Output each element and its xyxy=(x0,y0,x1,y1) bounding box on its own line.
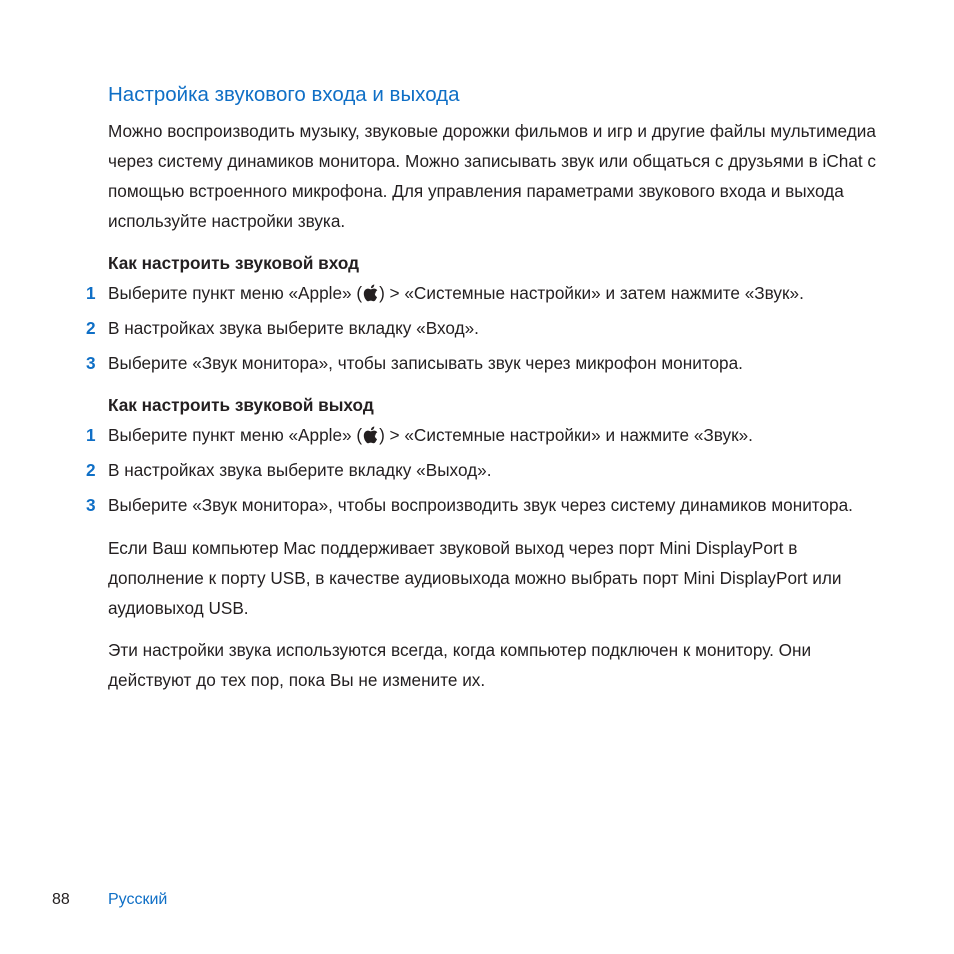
output-steps-list xyxy=(86,420,888,520)
output-procedure-heading: Как настроить звуковой выход xyxy=(108,395,374,415)
section-title: Настройка звукового входа и выхода xyxy=(108,83,460,106)
step-text: Выберите «Звук монитора», чтобы воспроизводить звук через систему динамиков монитора. xyxy=(108,495,853,515)
step-number: 2 xyxy=(86,460,96,480)
note-paragraph: Эти настройки звука используются всегда, когда компьютер подключен к монитору. Они действуют до тех пор, пока Вы не измените их. xyxy=(108,640,812,690)
input-procedure-heading: Как настроить звуковой вход xyxy=(108,253,360,273)
page-content xyxy=(86,80,888,695)
page-number: 88 xyxy=(52,891,70,908)
list-item xyxy=(86,420,888,450)
step-number: 1 xyxy=(86,283,96,303)
step-number: 1 xyxy=(86,425,96,445)
list-item xyxy=(86,278,888,308)
step-text-before: Выберите пункт меню «Apple» ( xyxy=(108,283,363,303)
step-number: 3 xyxy=(86,353,96,373)
step-text-before: Выберите пункт меню «Apple» ( xyxy=(108,425,363,445)
apple-icon xyxy=(363,284,378,302)
step-number: 3 xyxy=(86,495,96,515)
note-paragraph: Если Ваш компьютер Mac поддерживает звуковой выход через порт Mini DisplayPort в дополнение к порту USB, в качестве аудиовыхода можно выбрать порт Mini DisplayPort или аудиовыход USB. xyxy=(108,538,842,618)
step-number: 2 xyxy=(86,318,96,338)
apple-icon xyxy=(363,426,378,444)
intro-paragraph: Можно воспроизводить музыку, звуковые дорожки фильмов и игр и другие файлы мультимедиа через систему динамиков монитора. Можно записывать звук или общаться с друзьями в iChat с помощью встроенного микрофона. Для управления параметрами звукового входа и выхода используйте настройки звука. xyxy=(108,121,877,231)
list-item xyxy=(86,313,888,343)
step-text: В настройках звука выберите вкладку «Вход». xyxy=(108,318,479,338)
input-steps-list xyxy=(86,278,888,378)
step-text-after: ) > «Системные настройки» и нажмите «Звук». xyxy=(379,425,753,445)
list-item xyxy=(86,455,888,485)
step-text-after: ) > «Системные настройки» и затем нажмите «Звук». xyxy=(379,283,804,303)
list-item xyxy=(86,348,888,378)
list-item xyxy=(86,490,888,520)
footer-language: Русский xyxy=(108,891,168,908)
step-text: Выберите «Звук монитора», чтобы записывать звук через микрофон монитора. xyxy=(108,353,743,373)
step-text: В настройках звука выберите вкладку «Выход». xyxy=(108,460,492,480)
